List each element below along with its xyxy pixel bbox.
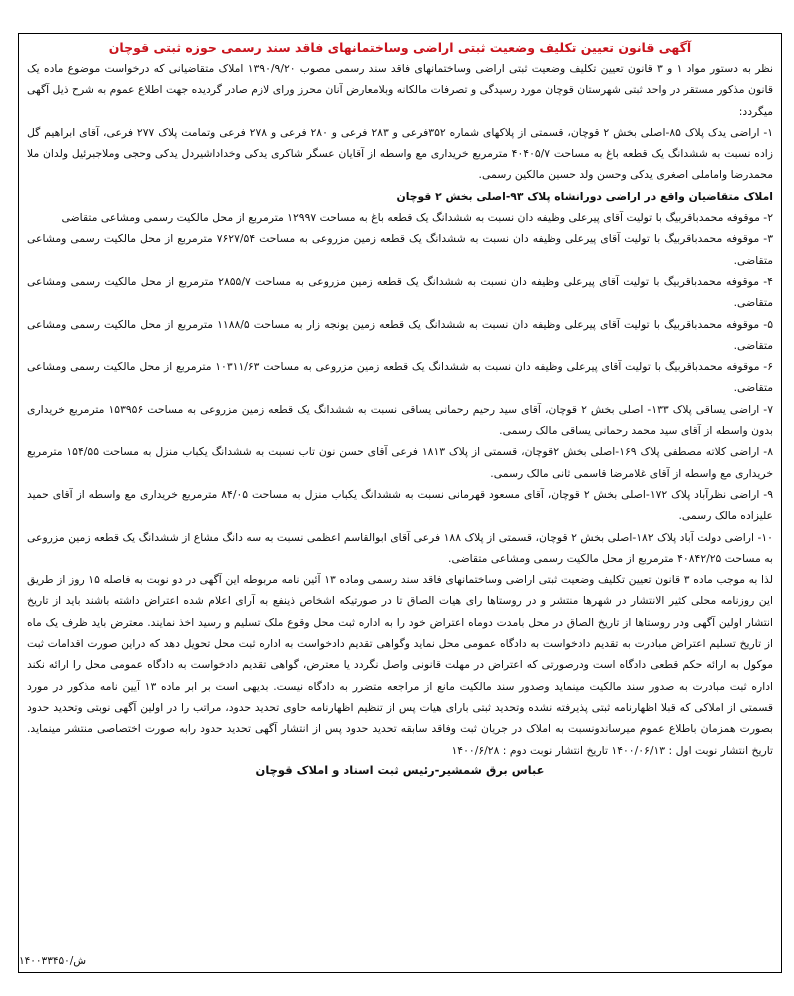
intro-paragraph: نظر به دستور مواد ۱ و ۳ قانون تعیین تکلیف وضعیت ثبتی اراضی وساختمانهای فاقد سند رسمی مصوب ۱۳۹۰/۹/۲۰ املاک متقاضیانی که درخواست موضوع ماده یک قانون مذکور مستقر در واحد ثبتی شهرستان قوچان مورد رسیدگی و تصرفات مالکانه وبلامعارض آنان محرز ورای لازم صادر گردیده جهت اطلاع عموم به شرح ذیل آگهی میگردد:: [27, 62, 774, 118]
signature: عباس برق شمشیر-رئیس ثبت اسناد و املاک قوچان: [255, 762, 545, 777]
item-4: ۴- موقوفه محمدباقربیگ با تولیت آقای پیرعلی وظیفه دان نسبت به ششدانگ یک قطعه زمین مزروعی به مساحت ۲۸۵۵/۷ مترمربع از محل مالکیت رسمی ومشاعی متقاضی.: [27, 274, 773, 310]
notice-code: ۱۴۰۰۳۳۴۵۰/ش: [19, 955, 87, 967]
notice-title: آگهی قانون تعیین تکلیف وضعیت ثبتی اراضی وساختمانهای فاقد سند رسمی حوزه ثبتی قوچان: [108, 40, 692, 55]
item-6: ۶- موقوفه محمدباقربیگ با تولیت آقای پیرعلی وظیفه دان نسبت به ششدانگ یک قطعه زمین مزروعی به مساحت ۱۰۳۱۱/۶۳ مترمربع از محل مالکیت رسمی ومشاعی متقاضی.: [27, 360, 773, 395]
legal-notice: [18, 33, 782, 973]
item-10: ۱۰- اراضی دولت آباد پلاک ۱۸۲-اصلی بخش ۲ قوچان، قسمتی از پلاک ۱۸۸ فرعی آقای ابوالقاسم اعظمی نسبت به سه دانگ مشاع از ششدانگ یک قطعه زمین مزروعی به مساحت ۴۰۸۴۲/۲۵ مترمربع از محل مالکیت رسمی ومشاعی متقاضی.: [27, 530, 773, 565]
item-8: ۸- اراضی کلاته مصطفی پلاک ۱۶۹-اصلی بخش ۲قوچان، قسمتی از پلاک ۱۸۱۳ فرعی آقای حسن نون تاب نسبت به ششدانگ یکباب منزل به مساحت ۱۵۴/۵۵ مترمربع خریداری مع واسطه از آقای غلامرضا قاسمی ثانی مالک رسمی.: [27, 445, 773, 480]
item-3: ۳- موقوفه محمدباقربیگ با تولیت آقای پیرعلی وظیفه دان نسبت به ششدانگ یک قطعه زمین مزروعی به مساحت ۷۶۲۷/۵۴ مترمربع از محل مالکیت رسمی ومشاعی متقاضی.: [27, 232, 773, 267]
item-5: ۵- موقوفه محمدباقربیگ با تولیت آقای پیرعلی وظیفه دان نسبت به ششدانگ یک قطعه زمین یونجه زار به مساحت ۱۱۸۸/۵ مترمربع از محل مالکیت رسمی ومشاعی متقاضی.: [27, 317, 773, 352]
item-2: ۲- موقوفه محمدباقربیگ با تولیت آقای پیرعلی وظیفه دان نسبت به ششدانگ یک قطعه باغ به مساحت ۱۲۹۹۷ مترمربع از محل مالکیت رسمی ومشاعی متقاضی: [61, 211, 773, 225]
notice-body: [19, 58, 781, 761]
item-9: ۹- اراضی نظرآباد پلاک ۱۷۲-اصلی بخش ۲ قوچان، آقای مسعود قهرمانی نسبت به ششدانگ یکباب منزل به مساحت ۸۴/۰۵ مترمربع خریداری مع واسطه از آقای حمید علیزاده مالک رسمی.: [27, 487, 773, 523]
section-heading: املاک متقاضیان واقع در اراضی دورانشاه پلاک ۹۳-اصلی بخش ۲ قوچان: [396, 189, 773, 203]
item-1: ۱- اراضی یدک پلاک ۸۵-اصلی بخش ۲ قوچان، قسمتی از پلاکهای شماره ۳۵۲فرعی و ۲۸۳ فرعی و ۲۸۰ فرعی و ۲۷۸ فرعی وتمامت پلاک ۲۷۷ فرعی، آقای ابراهیم گل زاده نسبت به ششدانگ یک قطعه باغ به مساحت ۴۰۴۰۵/۷ مترمربع خریداری مع واسطه از آقایان عسگر شاکری یدکی وخداداشیردل یدکی وحجی وملاجبرئیل ولدان ملا محمدرضا واماملی اصغری یدکی وحسن ولد حسین مالکین رسمی.: [27, 125, 774, 182]
closing-paragraph: لذا به موجب ماده ۳ قانون تعیین تکلیف وضعیت ثبتی اراضی وساختمانهای فاقد سند رسمی وماده ۱۳ آئین نامه مربوطه این آگهی در دو نوبت به فاصله ۱۵ روز از طریق این روزنامه محلی کثیر الانتشار در شهرها منتشر و در روستاها رای هیات الصاق تا در صورتیکه اشخاص ذینفع به آرای اعلام شده اعتراض داشته باشند باید از تاریخ انتشار اولین آگهی ودر روستاها از تاریخ الصاق در محل بامدت دوماه اعتراض خود را به اداره ثبت محل وقوع ملک تسلیم و رسید اخذ نمایند. معترض باید ظرف یک ماه از تاریخ تسلیم اعتراض مبادرت به تقدیم دادخواست به دادگاه عمومی محل نماید وگواهی تقدیم دادخواست به اداره ثبت محل تحویل دهد که دراین صورت اقدامات ثبت موکول به ارائه حکم قطعی دادگاه است ودرصورتی که اعتراض در مهلت قانونی واصل نگردد یا معترض، گواهی تقدیم دادخواست به دادگاه عمومی محل را ارائه نکند اداره ثبت مبادرت به صدور سند مالکیت مینماید وصدور سند مالکیت مانع از مراجعه متضرر به دادگاه نیست. بدیهی است بر ابر ماده ۱۳ آیین نامه مذکور در مورد قسمتی از املاکی که قبلا اظهارنامه ثبتی پذیرفته نشده وتحدید ثبتی بارای هیات پس از تنظیم اظهارنامه حاوی تحدید حدود، مراتب را در اولین آگهی نوبتی وتحدید حدود بصورت همزمان باطلاع عموم میرساندونسبت به املاک در جریان ثبت وفاقد سابقه تحدید حدود پس از انتشار آگهی تحدید حدود رابه صورت اختصاصی منتشر مینماید. تاریخ انتشار نوبت اول : ۱۴۰۰/۰۶/۱۳ تاریخ انتشار نوبت دوم : ۱۴۰۰/۶/۲۸: [27, 573, 774, 757]
item-7: ۷- اراضی یساقی پلاک ۱۳۳- اصلی بخش ۲ قوچان، آقای سید رحیم رحمانی یساقی نسبت به ششدانگ یک قطعه زمین مزروعی به مساحت ۱۵۳۹۵۶ مترمربع خریداری بدون واسطه از آقای سید محمد رحمانی یساقی مالک رسمی.: [27, 402, 773, 438]
